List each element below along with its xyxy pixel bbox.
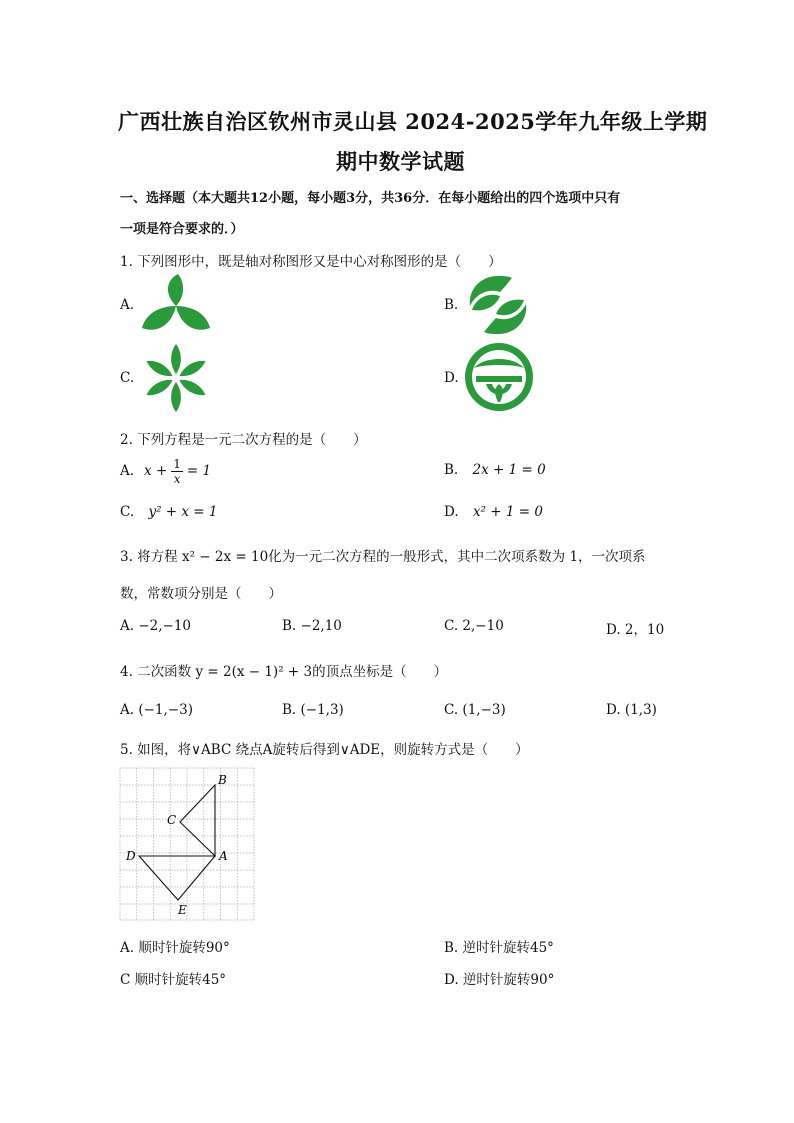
q1-option-b-label: B. bbox=[444, 297, 459, 313]
point-d-label: D bbox=[126, 849, 136, 863]
question-3-stem: 3. 将方程 x² − 2x = 10化为一元二次方程的一般形式，其中二次项系数为 1，一次项系 bbox=[120, 549, 646, 565]
question-3-stem-cont: 数，常数项分别是（ ） bbox=[120, 586, 282, 602]
q3-option-d: D. 2，10 bbox=[606, 622, 665, 638]
q1-option-c-label: C. bbox=[120, 370, 135, 386]
six-petal-flower-icon bbox=[138, 342, 214, 414]
page-subtitle: 期中数学试题 bbox=[336, 149, 465, 174]
q2-option-c-label: C. bbox=[120, 504, 135, 520]
q3-option-a: A. −2,−10 bbox=[120, 618, 192, 634]
q1-option-d-label: D. bbox=[444, 370, 459, 386]
q2-option-c-text: y² + x = 1 bbox=[148, 504, 218, 520]
question-2-stem: 2. 下列方程是一元二次方程的是（ ） bbox=[120, 432, 367, 448]
q2-option-a bbox=[120, 454, 211, 488]
three-leaf-icon bbox=[138, 272, 214, 336]
q2-option-b bbox=[444, 462, 546, 478]
q2-option-b-label: B. bbox=[444, 462, 459, 478]
q4-option-a: A. (−1,−3) bbox=[120, 702, 193, 718]
q5-option-a: A. 顺时针旋转90° bbox=[120, 940, 230, 956]
point-a-label: A bbox=[219, 849, 228, 863]
q2-option-d-label: D. bbox=[444, 504, 459, 520]
two-leaf-circle-icon bbox=[466, 274, 530, 336]
q4-option-c: C. (1,−3) bbox=[444, 702, 506, 718]
question-1-stem: 1. 下列图形中，既是轴对称图形又是中心对称图形的是（ ） bbox=[120, 254, 502, 270]
q5-option-d: D. 逆时针旋转90° bbox=[444, 972, 555, 988]
q4-option-d: D. (1,3) bbox=[606, 702, 657, 718]
fraction-numerator: 1 bbox=[173, 456, 181, 471]
q2-option-a-pre: x + bbox=[144, 463, 168, 479]
q2-option-c bbox=[120, 504, 217, 520]
page-title: 广西壮族自治区钦州市灵山县 2024-2025学年九年级上学期 bbox=[118, 109, 708, 134]
q1-option-a-label: A. bbox=[120, 297, 135, 313]
q3-option-b: B. −2,10 bbox=[282, 618, 342, 634]
fraction-denominator: x bbox=[173, 471, 181, 486]
q5-option-b: B. 逆时针旋转45° bbox=[444, 940, 554, 956]
section-heading-cont: 一项是符合要求的．） bbox=[120, 222, 244, 237]
question-5-stem: 5. 如图，将∨ABC 绕点A旋转后得到∨ADE，则旋转方式是（ ） bbox=[120, 742, 529, 758]
q2-option-a-label: A. bbox=[120, 463, 135, 479]
q2-option-a-post: = 1 bbox=[186, 463, 212, 479]
q2-option-d bbox=[444, 504, 543, 520]
q2-option-d-text: x² + 1 = 0 bbox=[472, 504, 543, 520]
point-b-label: B bbox=[218, 773, 227, 787]
q4-option-b: B. (−1,3) bbox=[282, 702, 344, 718]
q2-option-a-fraction bbox=[171, 458, 183, 485]
point-e-label: E bbox=[178, 903, 187, 917]
q2-option-b-text: 2x + 1 = 0 bbox=[472, 462, 546, 478]
question-4-stem: 4. 二次函数 y = 2(x − 1)² + 3的顶点坐标是（ ） bbox=[120, 664, 448, 680]
section-heading: 一、选择题（本大题共12小题，每小题3分，共36分．在每小题给出的四个选项中只有 bbox=[120, 191, 621, 206]
green-food-logo-icon bbox=[464, 342, 534, 412]
rotation-figure bbox=[120, 768, 254, 920]
q5-option-c: C 顺时针旋转45° bbox=[120, 972, 227, 988]
q3-option-c: C. 2,−10 bbox=[444, 618, 504, 634]
point-c-label: C bbox=[167, 813, 177, 827]
